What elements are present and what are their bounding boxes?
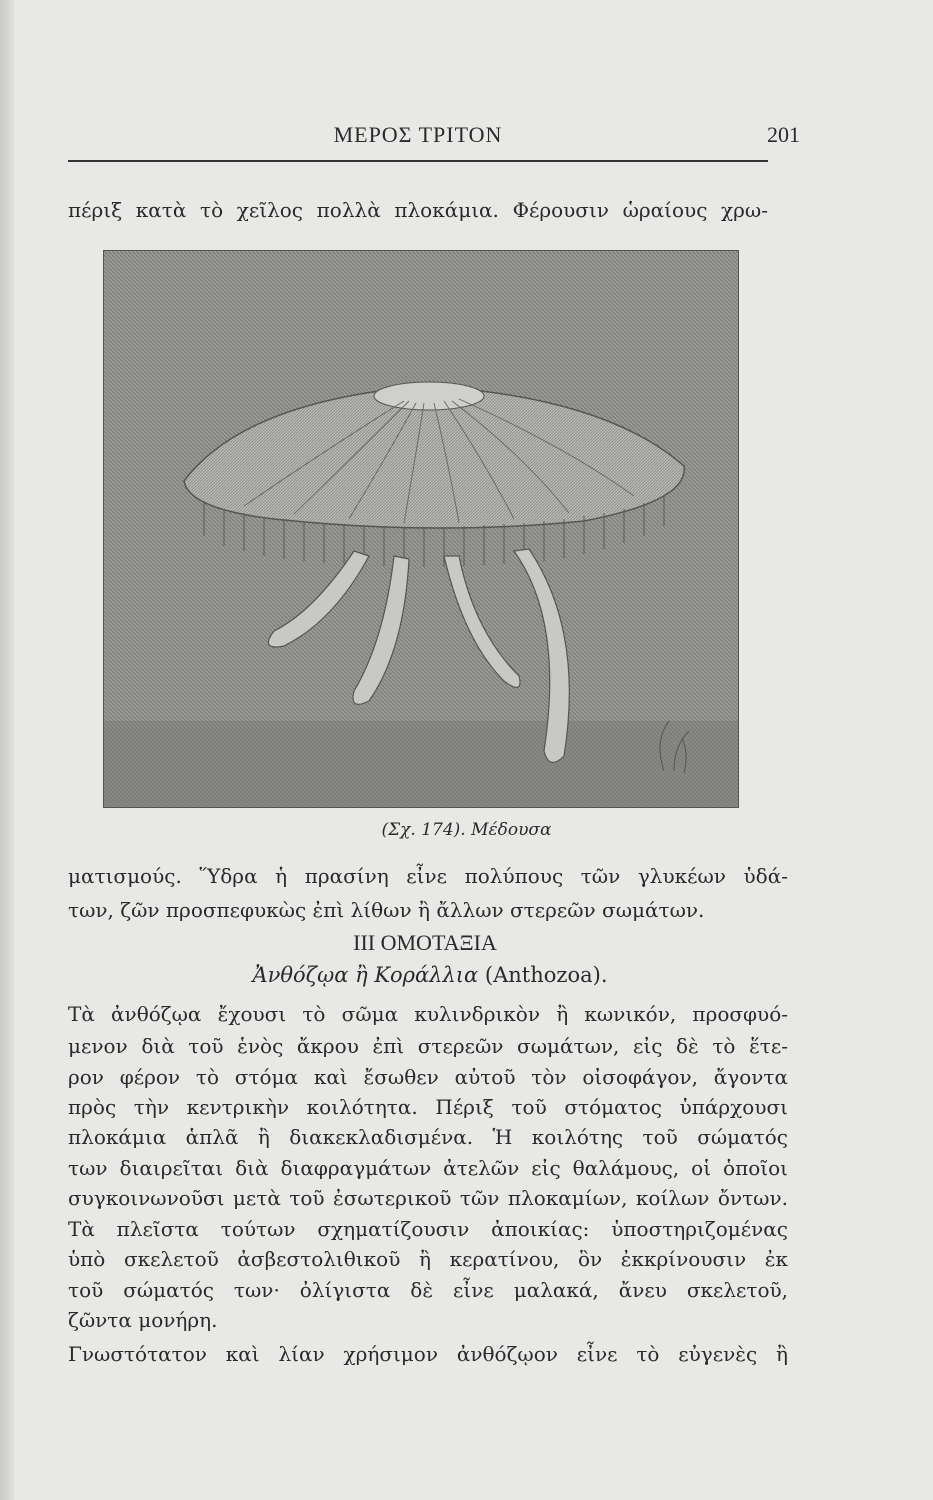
medusa-illustration bbox=[103, 250, 739, 808]
page-number: 201 bbox=[767, 122, 800, 147]
text-line: πέριξ κατὰ τὸ χεῖλος πολλὰ πλοκάμια. Φέρουσιν ὡραίους χρω- bbox=[68, 198, 768, 222]
section-title: III ΟΜΟΤΑΞΙΑ bbox=[353, 930, 497, 955]
paragraph-line: ὑπὸ σκελετοῦ ἀσβεστολιθικοῦ ἢ κερατίνου, ὃν ἐκκρίνουσιν ἐκ bbox=[68, 1247, 788, 1271]
paragraph-line: πρὸς τὴν κεντρικὴν κοιλότητα. Πέριξ τοῦ στόματος ὑπάρχουσι bbox=[68, 1095, 788, 1119]
paragraph-line: συγκοινωνοῦσι μετὰ τοῦ ἐσωτερικοῦ τῶν πλοκαμίων, κοίλων ὄντων. bbox=[68, 1186, 788, 1210]
section-subtitle bbox=[0, 963, 860, 987]
paragraph-line: ρον φέρον τὸ στόμα καὶ ἔσωθεν αὐτοῦ τὸν οἰσοφάγον, ἄγοντα bbox=[68, 1065, 788, 1089]
paragraph-line: Τὰ πλεῖστα τούτων σχηματίζουσιν ἀποικίας: ὑποστηριζομένας bbox=[68, 1217, 788, 1241]
subtitle-greek: Ἀνθόζῳα ἢ Κοράλλια bbox=[252, 963, 479, 987]
paragraph-line: Τὰ ἀνθόζῳα ἔχουσι τὸ σῶμα κυλινδρικὸν ἢ κωνικόν, προσφυό- bbox=[68, 1002, 788, 1026]
subtitle-latin: (Anthozoa). bbox=[484, 963, 608, 987]
paragraph-line: μενον διὰ τοῦ ἑνὸς ἄκρου ἐπὶ στερεῶν σωμάτων, εἰς δὲ τὸ ἕτε- bbox=[68, 1034, 788, 1058]
text-line: Γνωστότατον καὶ λίαν χρήσιμον ἀνθόζῳον εἶνε τὸ εὐγενὲς ἢ bbox=[68, 1342, 788, 1366]
paragraph-line: τοῦ σώματός των· ὀλίγιστα δὲ εἶνε μαλακά, ἄνευ σκελετοῦ, bbox=[68, 1278, 788, 1302]
running-head: ΜΕΡΟΣ ΤΡΙΤΟΝ bbox=[333, 122, 503, 147]
page-header bbox=[68, 118, 800, 158]
paragraph-line: πλοκάμια ἁπλᾶ ἢ διακεκλαδισμένα. Ἡ κοιλότης τοῦ σώματός bbox=[68, 1125, 788, 1149]
page-edge bbox=[0, 0, 14, 1500]
paragraph-line: ζῶντα μονήρη. bbox=[68, 1308, 218, 1332]
text-line: των, ζῶν προσπεφυκὼς ἐπὶ λίθων ἢ ἄλλων στερεῶν σωμάτων. bbox=[68, 898, 705, 922]
text-line: ματισμούς. Ὕδρα ἡ πρασίνη εἶνε πολύπους τῶν γλυκέων ὑδά- bbox=[68, 864, 788, 888]
medusa-engraving bbox=[104, 251, 738, 807]
figure-caption: (Σχ. 174). Μέδουσα bbox=[381, 820, 552, 840]
header-rule bbox=[68, 160, 768, 162]
paragraph-line: των διαιρεῖται διὰ διαφραγμάτων ἀτελῶν εἰς θαλάμους, οἱ ὁποῖοι bbox=[68, 1156, 788, 1180]
